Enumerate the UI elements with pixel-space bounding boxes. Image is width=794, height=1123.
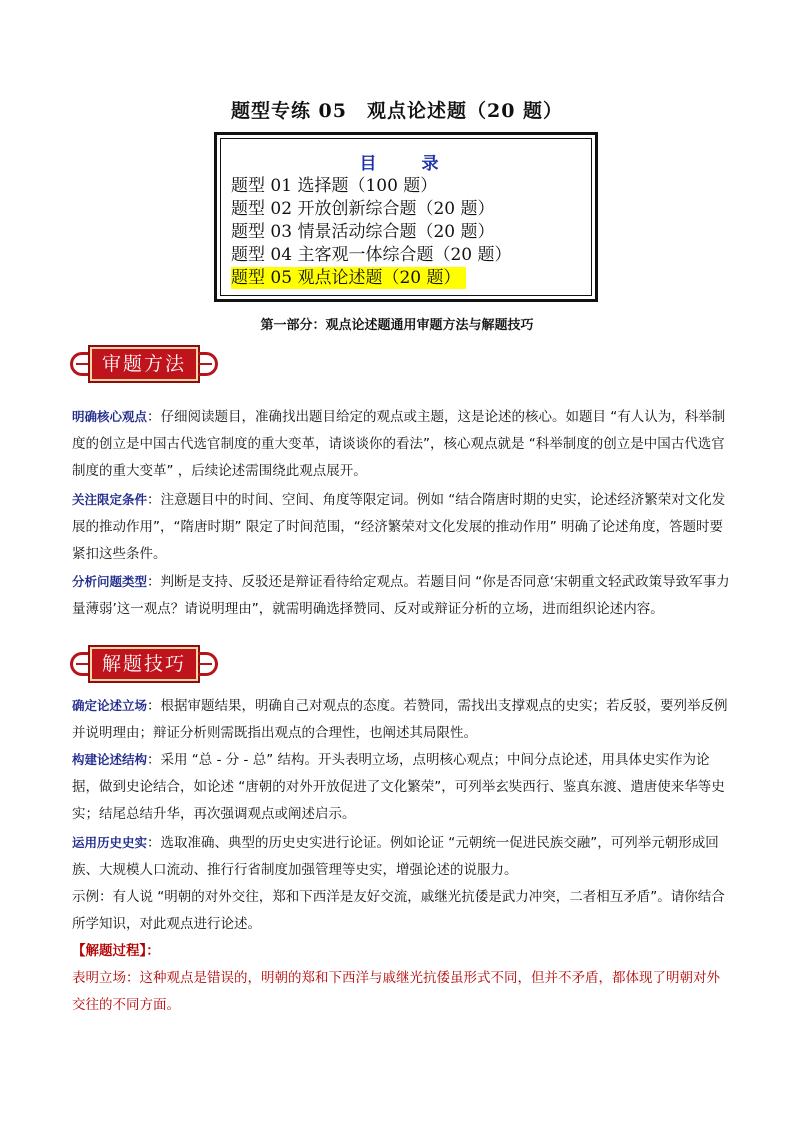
paragraph-label: 运用历史史实 (72, 835, 148, 850)
paragraph-label: 关注限定条件 (72, 492, 148, 507)
toc-item: 题型 01 选择题（100 题） (231, 176, 438, 196)
document-title: 题型专练 05 观点论述题（20 题） (230, 100, 564, 122)
paragraph-text: ：仔细阅读题目，准确找出题目给定的观点或主题，这是论述的核心。如题目 “有人认为，科举制度的创立是中国古代选官制度的重大变革，请谈谈你的看法”，核心观点就是 “科举制度的创立是中国古代选官制度的重大变革” ，后续论述需围绕此观点展开。 (72, 409, 726, 479)
paragraph-text: ：根据审题结果，明确自己对观点的态度。若赞同，需找出支撑观点的史实；若反驳，要列举反例并说明理由；辩证分析则需既指出观点的合理性，也阐述其局限性。 (72, 698, 728, 741)
paragraph-label: 确定论述立场 (72, 698, 148, 713)
paragraph (72, 568, 732, 623)
section-banner (70, 644, 220, 686)
paragraph (72, 692, 732, 747)
banner-label: 解题技巧 (90, 647, 198, 681)
banner-ornament (198, 352, 218, 376)
paragraph-label: 明确核心观点 (72, 409, 148, 424)
paragraph-text: ：采用 “总 - 分 - 总” 结构。开头表明立场，点明核心观点；中间分点论述，用具体史实作为论据，做到史论结合，如论述 “唐朝的对外开放促进了文化繁荣”，可列举玄奘西行、鉴真东渡、遣唐使来华等史实；结尾总结升华，再次强调观点或阐述启示。 (72, 752, 725, 822)
banner-label: 审题方法 (90, 347, 198, 381)
paragraph (72, 746, 732, 828)
process-text: 表明立场：这种观点是错误的，明朝的郑和下西洋与戚继光抗倭虽形式不同，但并不矛盾，都体现了明朝对外交往的不同方面。 (72, 970, 720, 1013)
toc-item: 题型 03 情景活动综合题（20 题） (231, 222, 495, 242)
paragraph-label: 分析问题类型 (72, 574, 148, 589)
paragraph-label: 构建论述结构 (72, 752, 148, 767)
banner-ornament (198, 652, 218, 676)
part-heading: 第一部分：观点论述题通用审题方法与解题技巧 (260, 318, 534, 333)
toc-title: 目 录 (359, 154, 453, 174)
process-heading: 【解题过程】： (72, 943, 160, 959)
paragraph-text: ：选取准确、典型的历史史实进行论证。例如论证 “元朝统一促进民族交融”，可列举元朝形成回族、大规模人口流动、推行行省制度加强管理等史实，增强论述的说服力。 (72, 835, 719, 878)
paragraph (72, 486, 732, 568)
table-of-contents (214, 132, 598, 302)
toc-item-current: 题型 05 观点论述题（20 题） (231, 267, 466, 289)
paragraph-text: ：注意题目中的时间、空间、角度等限定词。例如 “结合隋唐时期的史实，论述经济繁荣对文化发展的推动作用”，“隋唐时期” 限定了时间范围，“经济繁荣对文化发展的推动作用” 明确了论述角度，答题时要紧扣这些条件。 (72, 492, 726, 562)
toc-item: 题型 02 开放创新综合题（20 题） (231, 199, 495, 219)
section-banner (70, 344, 220, 386)
paragraph-text: ：判断是支持、反驳还是辩证看待给定观点。若题目问 “你是否同意‘宋朝重文轻武政策导致军事力量薄弱’这一观点？请说明理由”，就需明确选择赞同、反对或辩证分析的立场，进而组织论述内容。 (72, 574, 730, 617)
paragraph (72, 829, 732, 884)
toc-item: 题型 04 主客观一体综合题（20 题） (231, 245, 512, 265)
example-paragraph: 示例：有人说 “明朝的对外交往，郑和下西洋是友好交流，戚继光抗倭是武力冲突，二者相互矛盾”。请你结合所学知识，对此观点进行论述。 (72, 889, 725, 932)
paragraph (72, 403, 732, 485)
